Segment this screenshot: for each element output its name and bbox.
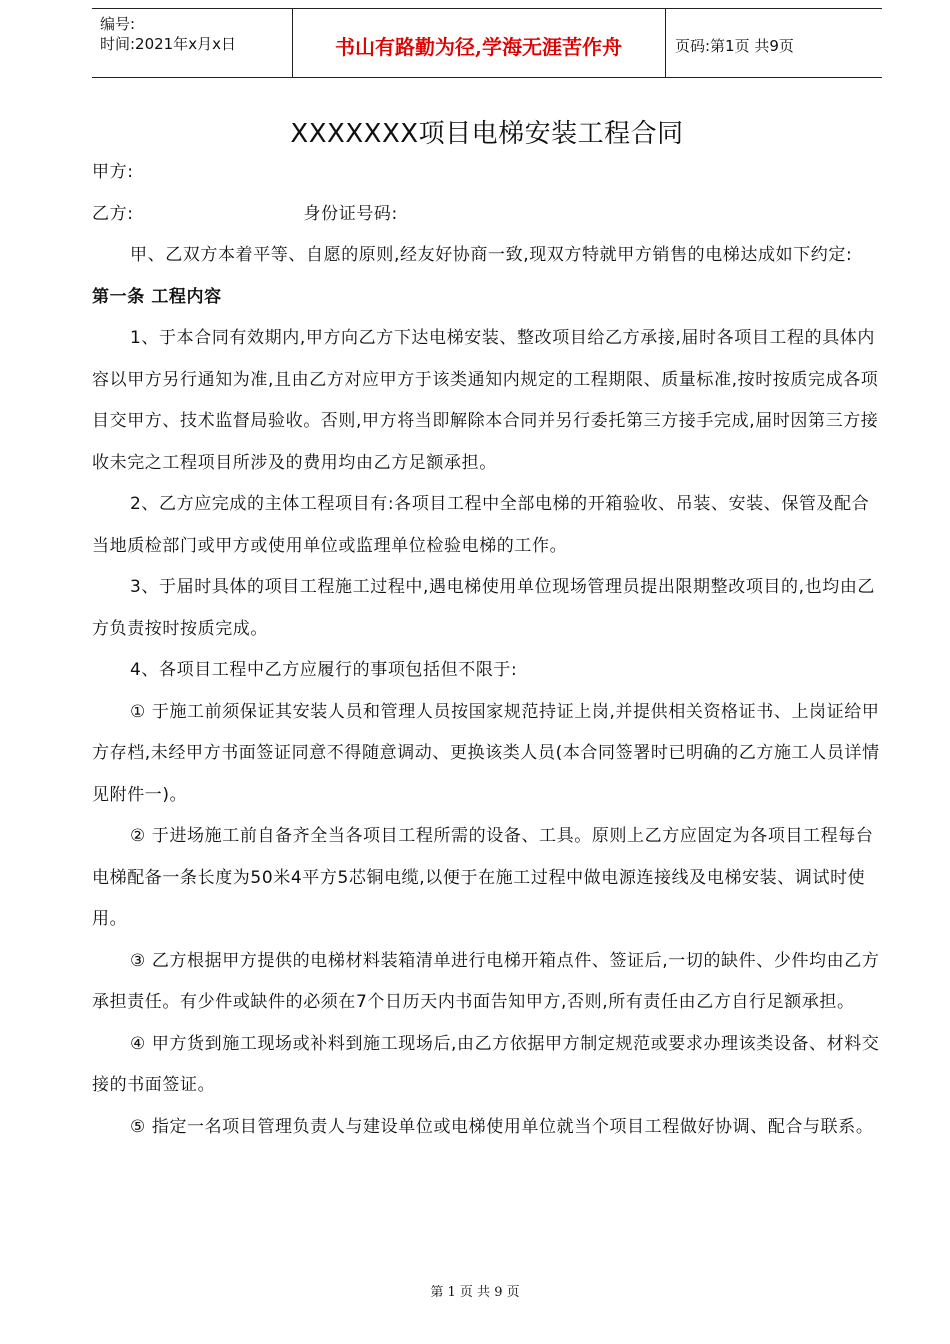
header-right-cell <box>665 9 882 77</box>
clause-4: 4、各项目工程中乙方应履行的事项包括但不限于: <box>130 660 518 680</box>
clause-1: 1、于本合同有效期内,甲方向乙方下达电梯安装、整改项目给乙方承接,届时各项目工程的具体内容以甲方另行通知为准,且由乙方对应甲方于该类通知内规定的工程期限、质量标准,按时按质完成各项目交甲方、技术监督局验收。否则,甲方将当即解除本合同并另行委托第三方接手完成,届时因第三方接收未完之工程项目所涉及的费用均由乙方足额承担。 <box>92 328 879 473</box>
motto: 书山有路勤为径,学海无涯苦作舟 <box>335 35 622 59</box>
document-title: XXXXXXX项目电梯安装工程合同 <box>290 119 684 149</box>
code-label: 编号: <box>100 15 136 33</box>
page-footer: 第 1 页 共 9 页 <box>430 1285 520 1300</box>
party-b-label: 乙方: <box>92 203 134 224</box>
header-center-cell <box>292 9 666 77</box>
sub-clause-5: ⑤ 指定一名项目管理负责人与建设单位或电梯使用单位就当个项目工程做好协调、配合与联系。 <box>130 1116 874 1137</box>
sub-clause-1: ① 于施工前须保证其安装人员和管理人员按国家规范持证上岗,并提供相关资格证书、上岗证给甲方存档,未经甲方书面签证同意不得随意调动、更换该类人员(本合同签署时已明确的乙方施工人员详情见附件一)。 <box>92 701 880 805</box>
article-1-heading: 第一条 工程内容 <box>92 286 222 307</box>
party-b-line <box>92 194 884 236</box>
id-number-label: 身份证号码: <box>303 203 398 224</box>
document-body <box>92 152 884 1148</box>
header-left-cell <box>92 9 293 77</box>
clause-3: 3、于届时具体的项目工程施工过程中,遇电梯使用单位现场管理员提出限期整改项目的,也均由乙方负责按时按质完成。 <box>92 577 876 639</box>
page-info: 页码:第1页 共9页 <box>675 37 794 55</box>
intro-paragraph: 甲、乙双方本着平等、自愿的原则,经友好协商一致,现双方特就甲方销售的电梯达成如下约定: <box>130 245 853 265</box>
clause-2: 2、乙方应完成的主体工程项目有:各项目工程中全部电梯的开箱验收、吊装、安装、保管及配合当地质检部门或甲方或使用单位或监理单位检验电梯的工作。 <box>92 494 870 556</box>
header-table <box>92 8 882 78</box>
party-a-line: 甲方: <box>92 162 134 182</box>
sub-clause-3: ③ 乙方根据甲方提供的电梯材料装箱清单进行电梯开箱点件、签证后,一切的缺件、少件均由乙方承担责任。有少件或缺件的必须在7个日历天内书面告知甲方,否则,所有责任由乙方自行足额承担。 <box>92 950 880 1012</box>
sub-clause-2: ② 于进场施工前自备齐全当各项目工程所需的设备、工具。原则上乙方应固定为各项目工程每台电梯配备一条长度为50米4平方5芯铜电缆,以便于在施工过程中做电源连接线及电梯安装、调试时使用。 <box>92 826 874 929</box>
date-line: 时间:2021年x月x日 <box>100 35 236 53</box>
sub-clause-4: ④ 甲方货到施工现场或补料到施工现场后,由乙方依据甲方制定规范或要求办理该类设备、材料交接的书面签证。 <box>92 1033 880 1095</box>
